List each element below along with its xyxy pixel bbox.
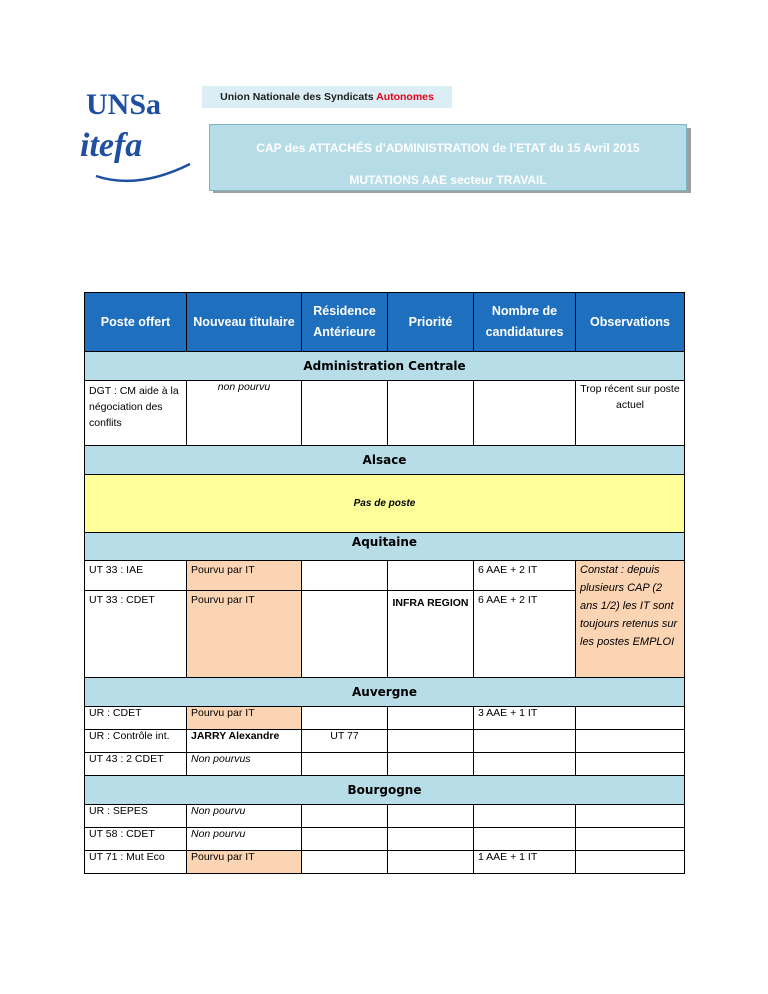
section-row [85, 533, 685, 561]
table-row [85, 805, 685, 828]
title-line-2: MUTATIONS AAE secteur TRAVAIL [349, 173, 547, 187]
table-row [85, 381, 685, 446]
priorite-cell: INFRA REGION [388, 591, 474, 678]
observation-cell [576, 851, 685, 874]
candidatures-cell [474, 805, 576, 828]
table-row [85, 707, 685, 730]
col-header: Résidence Antérieure [302, 293, 388, 352]
priorite-cell [388, 851, 474, 874]
titulaire-cell: Pourvu par IT [187, 591, 302, 678]
priorite-cell [388, 828, 474, 851]
candidatures-cell [474, 381, 576, 446]
observation-cell [576, 805, 685, 828]
title-box [209, 124, 687, 191]
section-row [85, 678, 685, 707]
residence-cell [302, 591, 388, 678]
priorite-cell [388, 805, 474, 828]
residence-cell [302, 805, 388, 828]
residence-cell [302, 381, 388, 446]
col-header: Observations [576, 293, 685, 352]
observation-cell [576, 707, 685, 730]
union-label [202, 86, 452, 108]
residence-cell [302, 707, 388, 730]
section-title: Bourgogne [85, 776, 685, 805]
section-row [85, 352, 685, 381]
col-header: Poste offert [85, 293, 187, 352]
union-highlight: Autonomes [376, 91, 434, 103]
candidatures-cell: 1 AAE + 1 IT [474, 851, 576, 874]
section-title: Alsace [85, 446, 685, 475]
candidatures-cell: 6 AAE + 2 IT [474, 591, 576, 678]
poste-cell: UT 33 : IAE [85, 561, 187, 591]
priorite-cell [388, 561, 474, 591]
table-header-row [85, 293, 685, 352]
candidatures-cell: 6 AAE + 2 IT [474, 561, 576, 591]
titulaire-cell: Non pourvus [187, 753, 302, 776]
col-header: Nombre de candidatures [474, 293, 576, 352]
priorite-cell [388, 753, 474, 776]
poste-cell: UR : Contrôle int. [85, 730, 187, 753]
observation-cell: Constat : depuis plusieurs CAP (2 ans 1/2) les IT sont toujours retenus sur les postes EMPLOI [576, 561, 685, 678]
titulaire-cell: non pourvu [187, 381, 302, 446]
residence-cell [302, 828, 388, 851]
section-title: Administration Centrale [85, 352, 685, 381]
observation-cell [576, 828, 685, 851]
no-post-note: Pas de poste [85, 475, 685, 533]
table-row [85, 753, 685, 776]
residence-cell [302, 561, 388, 591]
poste-cell: UR : SEPES [85, 805, 187, 828]
table-row [85, 828, 685, 851]
titulaire-cell: Pourvu par IT [187, 561, 302, 591]
priorite-cell [388, 707, 474, 730]
union-prefix: Union Nationale des Syndicats [220, 91, 374, 103]
residence-cell [302, 851, 388, 874]
titulaire-cell: Pourvu par IT [187, 851, 302, 874]
observation-cell [576, 730, 685, 753]
mutations-table [84, 292, 685, 874]
section-row [85, 446, 685, 475]
residence-cell [302, 753, 388, 776]
titulaire-cell: Pourvu par IT [187, 707, 302, 730]
poste-cell: UT 58 : CDET [85, 828, 187, 851]
candidatures-cell [474, 753, 576, 776]
priorite-cell [388, 381, 474, 446]
residence-cell: UT 77 [302, 730, 388, 753]
titulaire-cell: Non pourvu [187, 828, 302, 851]
poste-cell: UT 43 : 2 CDET [85, 753, 187, 776]
candidatures-cell [474, 828, 576, 851]
col-header: Priorité [388, 293, 474, 352]
logo-text-bottom: itefa [80, 127, 143, 164]
table-row [85, 561, 685, 591]
poste-cell: UR : CDET [85, 707, 187, 730]
table-row [85, 475, 685, 533]
section-row [85, 776, 685, 805]
titulaire-cell: Non pourvu [187, 805, 302, 828]
candidatures-cell [474, 730, 576, 753]
poste-cell: UT 71 : Mut Eco [85, 851, 187, 874]
poste-cell: UT 33 : CDET [85, 591, 187, 678]
unsa-itefa-logo [78, 80, 198, 188]
priorite-cell [388, 730, 474, 753]
section-title: Auvergne [85, 678, 685, 707]
table-row [85, 730, 685, 753]
title-line-1: CAP des ATTACHÉS d’ADMINISTRATION de l’ETAT du 15 Avril 2015 [256, 141, 640, 155]
table-row [85, 851, 685, 874]
observation-cell [576, 753, 685, 776]
section-title: Aquitaine [85, 533, 685, 561]
logo-text-top: UNSa [86, 88, 162, 121]
candidatures-cell: 3 AAE + 1 IT [474, 707, 576, 730]
poste-cell: DGT : CM aide à la négociation des conflits [85, 381, 187, 446]
col-header: Nouveau titulaire [187, 293, 302, 352]
observation-cell: Trop récent sur poste actuel [576, 381, 685, 446]
titulaire-cell: JARRY Alexandre [187, 730, 302, 753]
